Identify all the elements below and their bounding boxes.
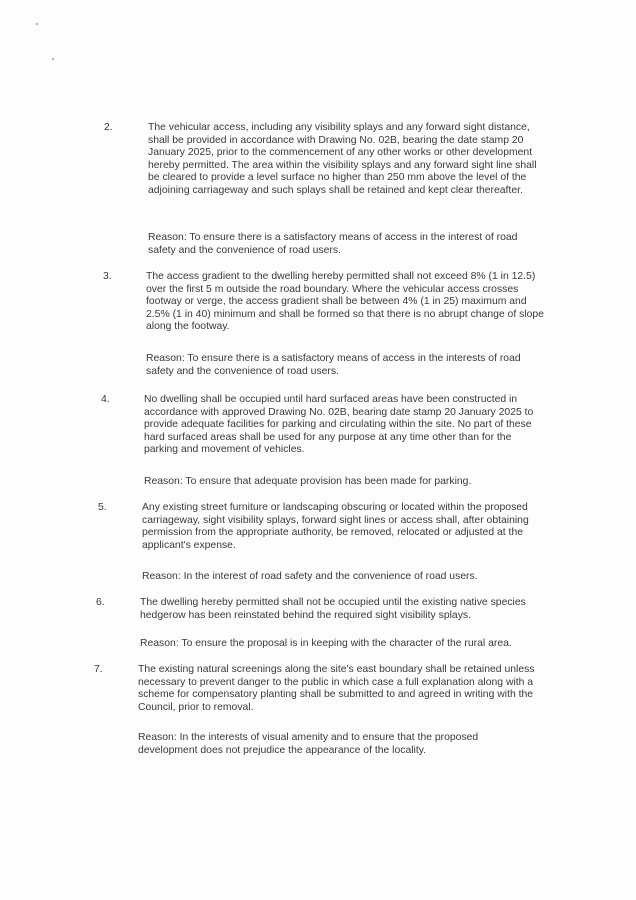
condition-number: 2. bbox=[104, 122, 113, 133]
condition-text: The vehicular access, including any visibility splays and any forward sight distance, shall be provided in accordance with Drawing No. 02B, bearing the date stamp 20 January 2025, prior to the commencement of any other works or other development hereby permitted. The area within the visibility splays and any forward sight line shall be cleared to provide a level surface no higher than 250 mm above the level of the adjoining carriageway and such splays shall be retained and kept clear thereafter. bbox=[148, 122, 537, 196]
condition-text: The dwelling hereby permitted shall not be occupied until the existing native species hedgerow has been reinstated behind the required sight visibility splays. bbox=[140, 597, 526, 621]
condition-reason: Reason: To ensure there is a satisfactory means of access in the interest of road safety and the convenience of road users. bbox=[148, 232, 518, 256]
condition-reason: Reason: To ensure that adequate provision has been made for parking. bbox=[144, 476, 472, 487]
condition-reason: Reason: In the interest of road safety and the convenience of road users. bbox=[142, 571, 478, 582]
condition-number: 4. bbox=[101, 394, 110, 405]
condition-number: 6. bbox=[96, 597, 105, 608]
scan-speck bbox=[52, 58, 54, 60]
condition-text: No dwelling shall be occupied until hard surfaced areas have been constructed in accordance with approved Drawing No. 02B, bearing date stamp 20 January 2025 to provide adequate facilities for parking and circulating within the site. No part of these hard surfaced areas shall be used for any purpose at any time other than for the parking and movement of vehicles. bbox=[144, 394, 534, 456]
condition-text: The access gradient to the dwelling hereby permitted shall not exceed 8% (1 in 12.5) over the first 5 m outside the road boundary. Where the vehicular access crosses footway or verge, the access gradient shall be between 4% (1 in 25) maximum and 2.5% (1 in 40) minimum and shall be formed so that there is no abrupt change of slope along the footway. bbox=[146, 271, 544, 333]
condition-reason: Reason: To ensure the proposal is in keeping with the character of the rural area. bbox=[140, 638, 512, 649]
condition-reason: Reason: To ensure there is a satisfactory means of access in the interests of road safety and the convenience of road users. bbox=[146, 353, 521, 377]
scan-speck bbox=[36, 23, 38, 25]
condition-number: 3. bbox=[103, 271, 112, 282]
condition-number: 5. bbox=[98, 502, 107, 513]
condition-text: The existing natural screenings along the site's east boundary shall be retained unless necessary to prevent danger to the public in which case a full explanation along with a scheme for compensatory planting shall be submitted to and agreed in writing with the Council, prior to removal. bbox=[138, 664, 535, 713]
condition-number: 7. bbox=[94, 664, 103, 675]
condition-reason: Reason: In the interests of visual amenity and to ensure that the proposed development does not prejudice the appearance of the locality. bbox=[138, 732, 479, 756]
condition-text: Any existing street furniture or landscaping obscuring or located within the proposed carriageway, sight visibility splays, forward sight lines or access shall, after obtaining permission from the appropriate authority, be removed, relocated or adjusted at the applicant's expense. bbox=[142, 502, 529, 551]
